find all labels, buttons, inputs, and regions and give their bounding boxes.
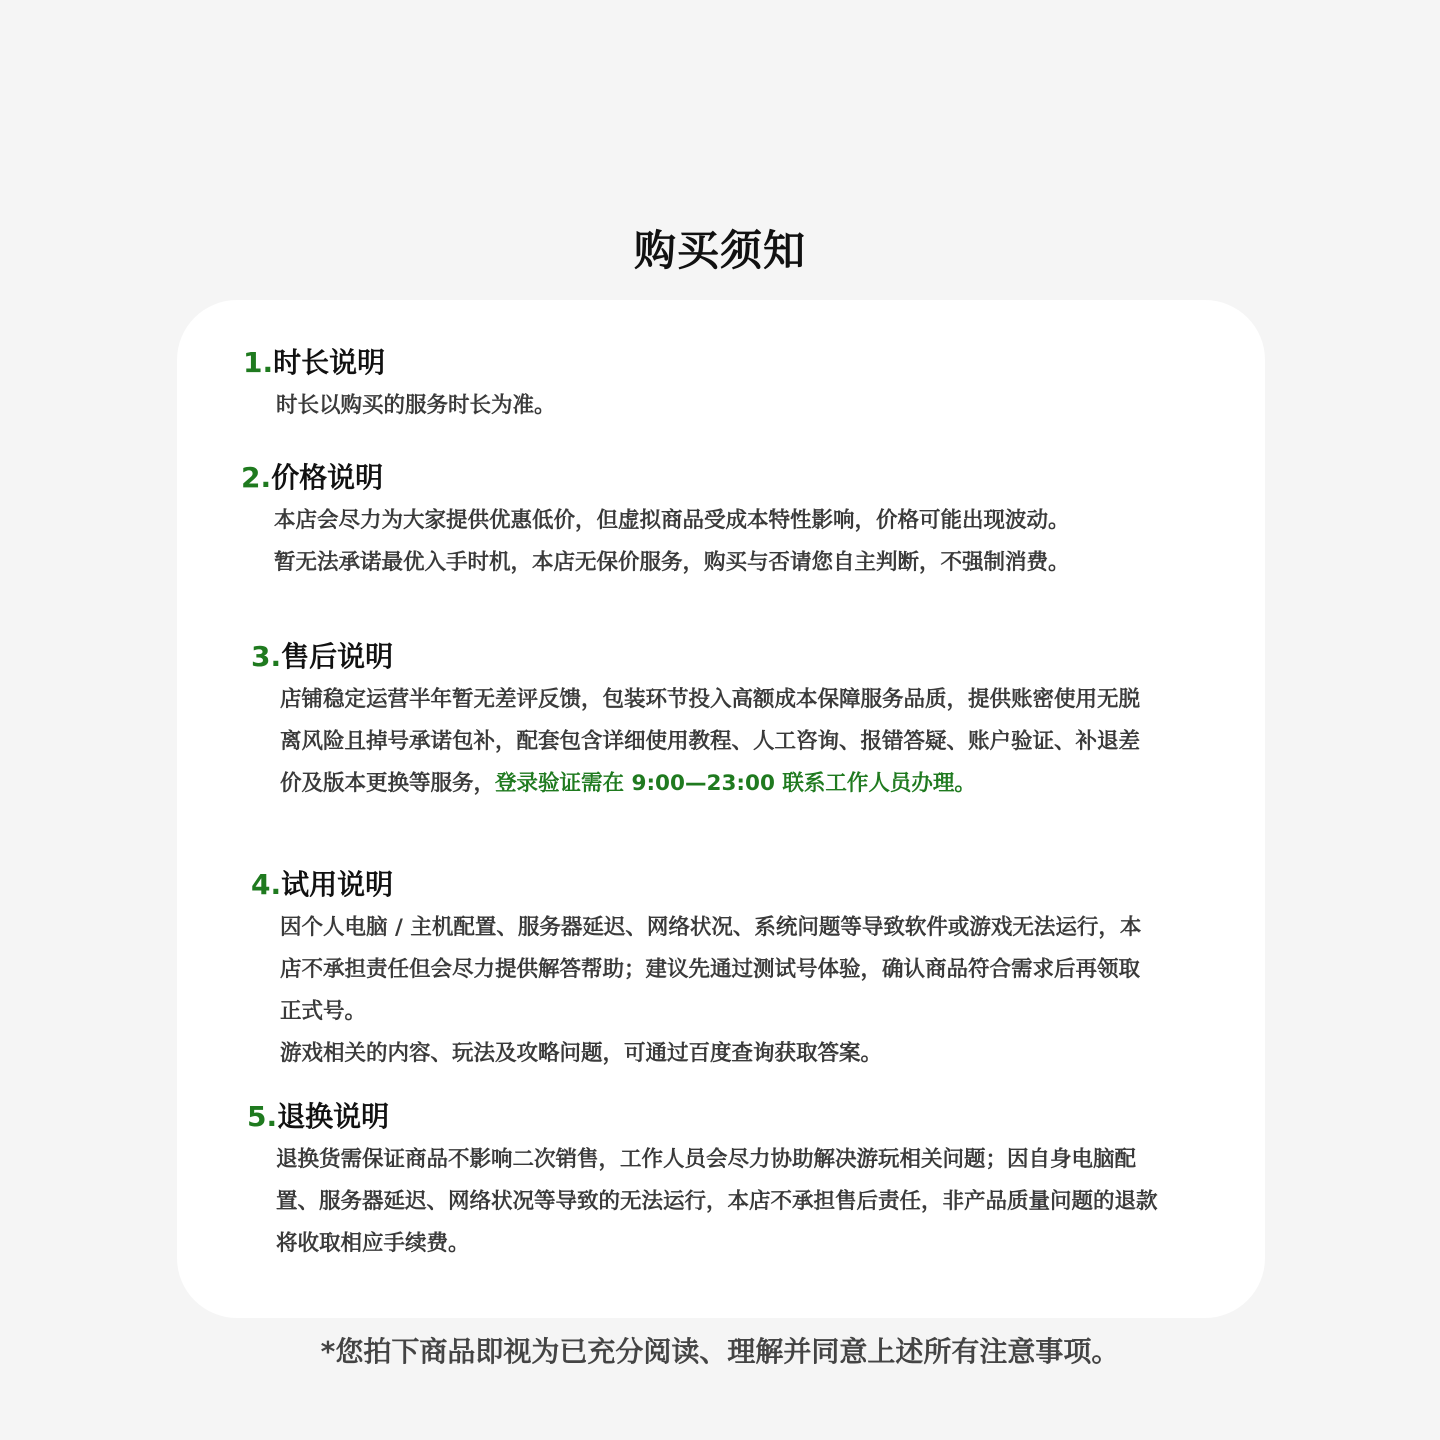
section-number: 5. xyxy=(247,1100,278,1133)
section-paragraph: 因个人电脑 / 主机配置、服务器延迟、网络状况、系统问题等导致软件或游戏无法运行，本店不承担责任但会尽力提供解答帮助；建议先通过测试号体验，确认商品符合需求后再领取正式号。 xyxy=(280,915,1142,1024)
section-title: 退换说明 xyxy=(277,1100,390,1133)
section-number: 3. xyxy=(251,640,282,673)
section-body xyxy=(280,679,1146,805)
login-verification-highlight: 登录验证需在 9:00—23:00 联系工作人员办理。 xyxy=(495,771,976,796)
section-paragraph: 时长以购买的服务时长为准。 xyxy=(276,393,556,418)
section-heading xyxy=(251,637,1151,677)
section-heading xyxy=(241,458,1171,498)
section-trial xyxy=(251,865,1151,1075)
section-title: 试用说明 xyxy=(281,868,394,901)
section-heading xyxy=(247,1097,1177,1137)
section-title: 价格说明 xyxy=(271,461,384,494)
section-duration xyxy=(243,343,1143,427)
section-price xyxy=(241,458,1171,584)
section-paragraph: 退换货需保证商品不影响二次销售，工作人员会尽力协助解决游玩相关问题；因自身电脑配置、服务器延迟、网络状况等导致的无法运行，本店不承担售后责任，非产品质量问题的退款将收取相应手续费。 xyxy=(276,1147,1158,1256)
section-number: 4. xyxy=(251,868,282,901)
section-number: 2. xyxy=(241,461,272,494)
section-body xyxy=(274,500,1174,584)
section-paragraph: 本店会尽力为大家提供优惠低价，但虚拟商品受成本特性影响，价格可能出现波动。 xyxy=(274,508,1070,533)
section-paragraph: 店铺稳定运营半年暂无差评反馈，包装环节投入高额成本保障服务品质，提供账密使用无脱离风险且掉号承诺包补，配套包含详细使用教程、人工咨询、报错答疑、账户验证、补退差价及版本更换等服务， xyxy=(280,687,1141,796)
section-heading xyxy=(243,343,1143,383)
section-paragraph: 暂无法承诺最优入手时机，本店无保价服务，购买与否请您自主判断，不强制消费。 xyxy=(274,550,1070,575)
section-title: 售后说明 xyxy=(281,640,394,673)
section-number: 1. xyxy=(243,346,274,379)
section-return xyxy=(247,1097,1177,1265)
section-title: 时长说明 xyxy=(273,346,386,379)
section-body xyxy=(280,907,1146,1075)
section-heading xyxy=(251,865,1151,905)
footer-note: *您拍下商品即视为已充分阅读、理解并同意上述所有注意事项。 xyxy=(320,1335,1120,1368)
section-body xyxy=(276,1139,1166,1265)
section-after-sales xyxy=(251,637,1151,805)
page-title: 购买须知 xyxy=(633,226,806,275)
section-body xyxy=(276,385,1143,427)
section-paragraph: 游戏相关的内容、玩法及攻略问题，可通过百度查询获取答案。 xyxy=(280,1041,883,1066)
